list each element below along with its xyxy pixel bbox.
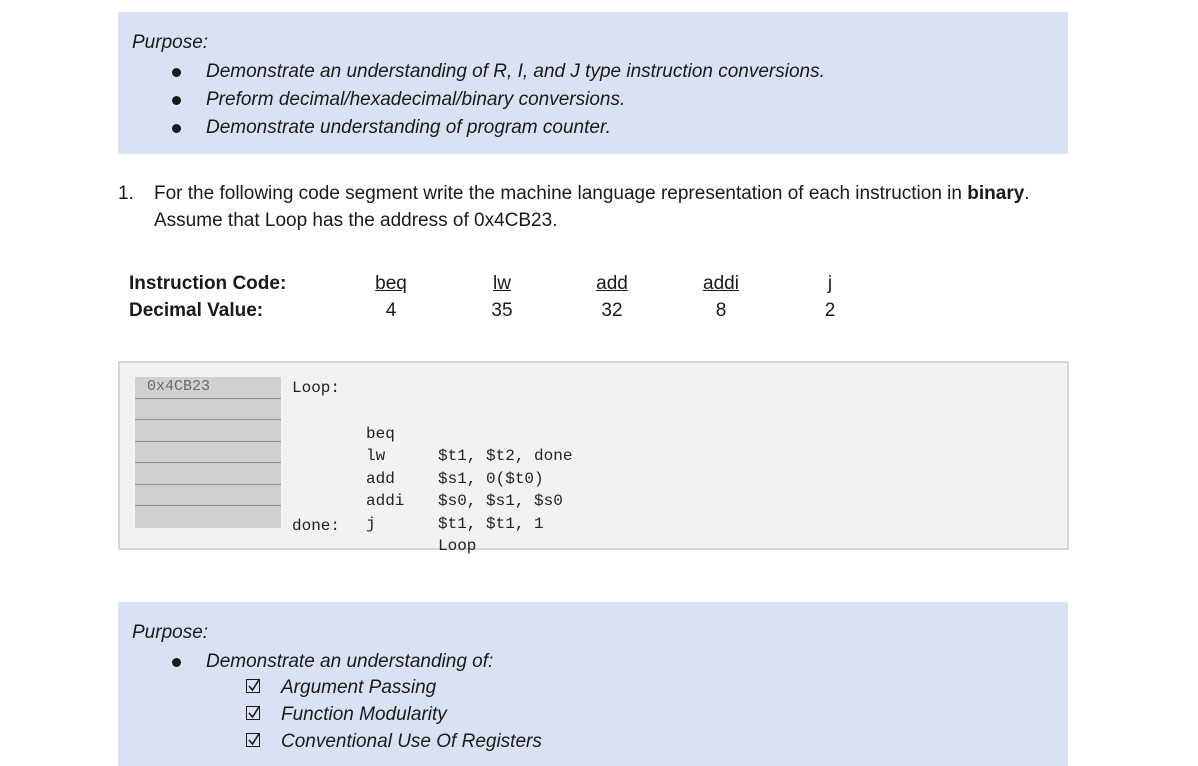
code-op: addi [366, 492, 405, 510]
purpose-item-text: Preform decimal/hexadecimal/binary conversions. [206, 89, 626, 110]
question-text [154, 180, 1054, 234]
purpose-item-text: Demonstrate an understanding of R, I, and J type instruction conversions. [206, 61, 825, 82]
instruction-code-row [129, 271, 929, 297]
code-args: $t1, $t2, done [438, 447, 573, 465]
code-op: lw [366, 447, 386, 465]
question-number: 1. [118, 183, 134, 204]
check-item [244, 674, 542, 701]
checkbox-checked-icon [246, 733, 260, 747]
purpose-list [170, 58, 825, 142]
code-args: $t1, $t1, 1 [438, 514, 544, 533]
code-op: beq [366, 424, 395, 443]
done-label: done: [292, 517, 341, 535]
purpose-item-text: Demonstrate an understanding of: [206, 651, 494, 672]
bullet-icon [172, 68, 181, 77]
purpose-box [118, 12, 1068, 154]
code-args: $s0, $s1, $s0 [438, 492, 563, 510]
decimal-value-row [129, 298, 929, 324]
question-text-before: For the following code segment write the machine language representation of each instruction in [154, 183, 968, 204]
purpose-box [118, 602, 1068, 766]
code-op: j [366, 514, 376, 533]
bullet-icon [172, 124, 181, 133]
code-args: Loop [438, 537, 477, 555]
instruction-name: addi [703, 273, 739, 294]
check-list [208, 674, 542, 755]
purpose-list [170, 648, 493, 676]
decimal-value-label: Decimal Value: [129, 300, 264, 321]
code-panel [118, 361, 1069, 555]
code-op: add [366, 469, 395, 488]
check-item-text: Function Modularity [281, 704, 447, 725]
purpose-item [170, 58, 825, 86]
purpose-title: Purpose: [132, 32, 209, 53]
purpose-item-text: Demonstrate understanding of program counter. [206, 117, 611, 138]
purpose-title: Purpose: [132, 622, 209, 643]
loop-label: Loop: [292, 379, 341, 397]
address-field[interactable]: 0x4CB23 [135, 377, 281, 399]
instruction-code-label: Instruction Code: [129, 273, 287, 294]
instruction-name: j [827, 273, 833, 294]
purpose-item [170, 648, 493, 676]
question-bold-word: binary [967, 183, 1025, 204]
instruction-name: lw [493, 273, 511, 294]
purpose-item [170, 86, 825, 114]
check-item [244, 728, 542, 755]
checkbox-checked-icon [246, 706, 260, 720]
question-text-after: . Assume that Loop has the address of 0x4CB23. [154, 183, 1030, 231]
decimal-value: 4 [385, 300, 397, 321]
decimal-value: 2 [824, 300, 836, 321]
decimal-value: 35 [491, 300, 513, 321]
instruction-name: beq [375, 273, 407, 294]
checkbox-checked-icon [246, 679, 260, 693]
check-item [244, 701, 542, 728]
decimal-value: 8 [715, 300, 727, 321]
code-args: $s1, 0($t0) [438, 469, 544, 488]
bullet-icon [172, 658, 181, 667]
check-item-text: Argument Passing [281, 677, 437, 698]
decimal-value: 32 [601, 300, 623, 321]
instruction-name: add [596, 273, 628, 294]
bullet-icon [172, 96, 181, 105]
purpose-item [170, 114, 825, 142]
code-lines [120, 400, 720, 555]
check-item-text: Conventional Use Of Registers [281, 731, 542, 752]
